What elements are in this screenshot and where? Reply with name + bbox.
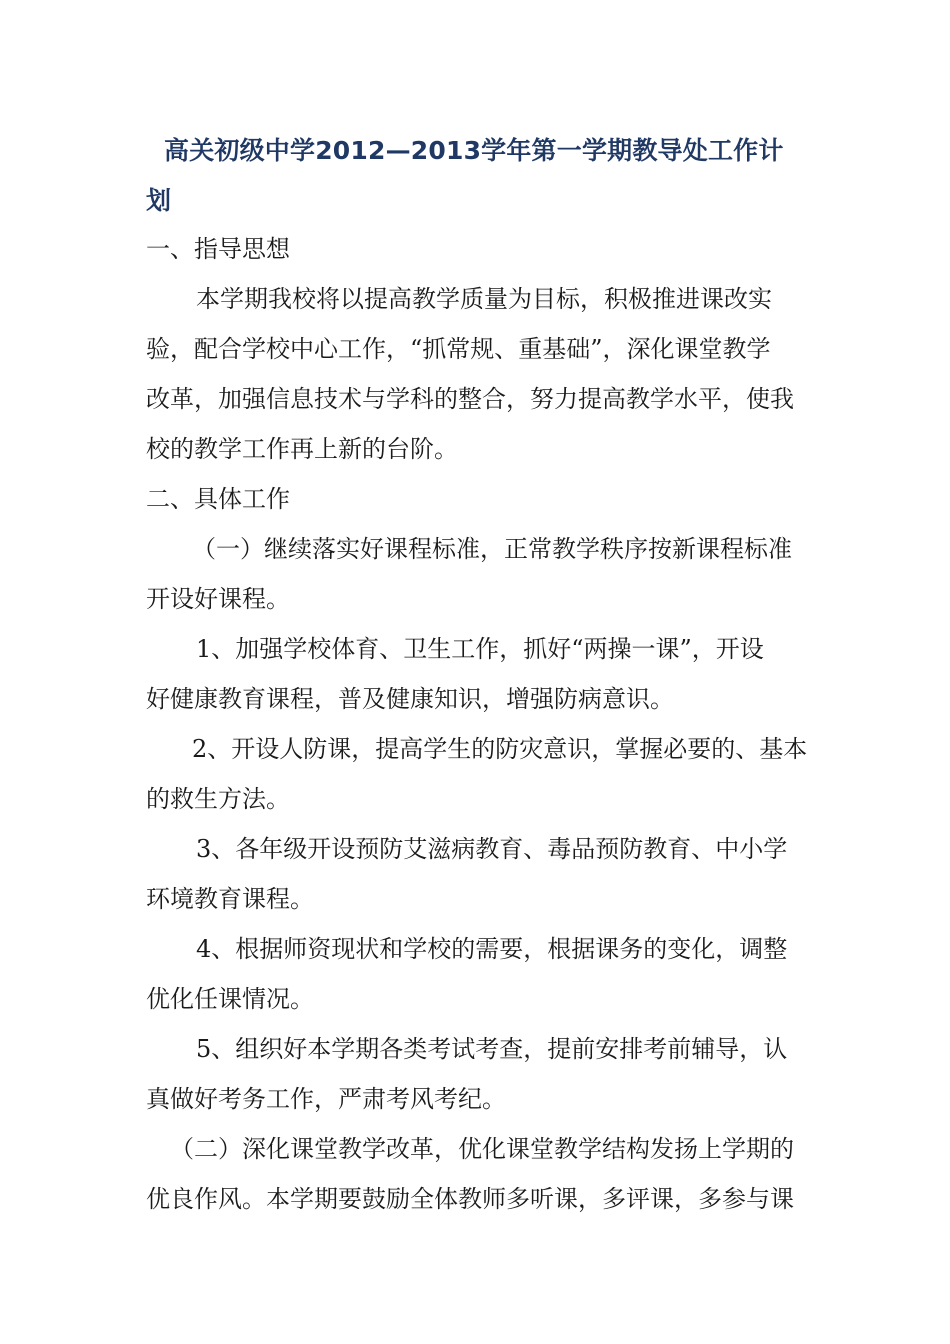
- page-title: [146, 126, 811, 226]
- list-item-line: 优化任课情况。: [146, 985, 314, 1013]
- paragraph-line: 改革，加强信息技术与学科的整合，努力提高教学水平，使我: [146, 385, 794, 413]
- paragraph-line: （二）深化课堂教学改革，优化课堂教学结构发扬上学期的: [170, 1135, 794, 1163]
- list-item-line: 5、组织好本学期各类考试考查，提前安排考前辅导，认: [196, 1035, 788, 1063]
- paragraph-line: （一）继续落实好课程标准，正常教学秩序按新课程标准: [192, 535, 792, 563]
- title-line-1: 高关初级中学2012—2013学年第一学期教导处工作计: [164, 136, 784, 165]
- paragraph-line: 校的教学工作再上新的台阶。: [146, 435, 458, 463]
- list-item-line: 4、根据师资现状和学校的需要，根据课务的变化，调整: [196, 935, 788, 963]
- paragraph-line: 开设好课程。: [146, 585, 290, 613]
- paragraph-line: 验，配合学校中心工作，“抓常规、重基础”，深化课堂教学: [146, 335, 771, 363]
- list-item-line: 3、各年级开设预防艾滋病教育、毒品预防教育、中小学: [196, 835, 788, 863]
- list-item-line: 好健康教育课程，普及健康知识，增强防病意识。: [146, 685, 674, 713]
- list-item-line: 环境教育课程。: [146, 885, 314, 913]
- list-item-line: 的救生方法。: [146, 785, 290, 813]
- section-heading-guiding-ideology: 一、指导思想: [146, 235, 290, 263]
- list-item-line: 2、开设人防课，提高学生的防灾意识，掌握必要的、基本: [192, 735, 808, 763]
- list-item-line: 1、加强学校体育、卫生工作，抓好“两操一课”，开设: [196, 635, 764, 663]
- section-heading-specific-work: 二、具体工作: [146, 485, 290, 513]
- title-line-2: 划: [146, 186, 172, 215]
- paragraph-line: 优良作风。本学期要鼓励全体教师多听课，多评课，多参与课: [146, 1185, 794, 1213]
- paragraph-line: 本学期我校将以提高教学质量为目标，积极推进课改实: [196, 285, 772, 313]
- list-item-line: 真做好考务工作，严肃考风考纪。: [146, 1085, 506, 1113]
